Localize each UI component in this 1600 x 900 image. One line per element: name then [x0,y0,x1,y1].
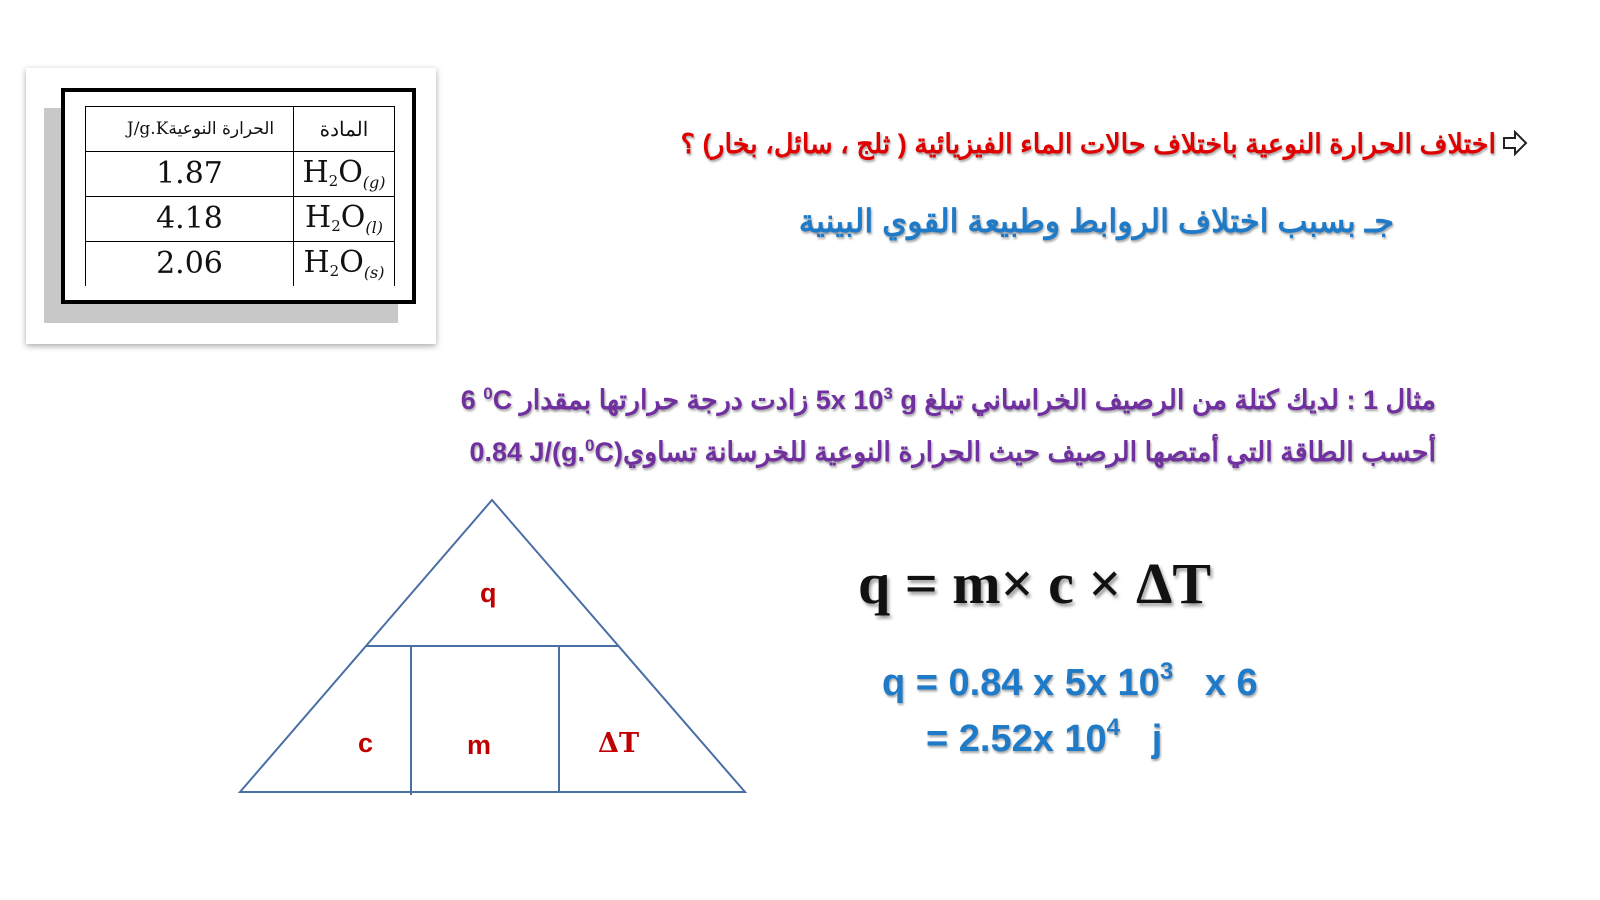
specific-heat-given: 0.84 J/(g.$^0$C) [469,436,623,467]
substance-formula: $H_2O_{(l)}$ [294,197,395,242]
specific-heat-value: 2.06 [86,242,294,287]
header-unit: J/g.K [126,118,169,139]
example-line-2: أحسب الطاقة التي أمتصها الرصيف حيث الحرارة النوعية للخرسانة تساوي0.84 J/(g.$^0$C) [469,436,1436,467]
answer-text: جـ بسبب اختلاف الروابط وطبيعة القوي البينية [798,203,1394,239]
question-text: اختلاف الحرارة النوعية باختلاف حالات الماء الفيزيائية ( ثلج ، سائل، بخار) ؟ [681,128,1530,160]
temperature-change-value: 6 $^0$C [460,384,513,415]
header-specific-heat: الحرارة النوعيةJ/g.K [86,107,294,152]
header-substance: المادة [294,107,395,152]
substance-formula: $H_2O_{(s)}$ [294,242,395,287]
triangle-label-m: m [467,730,492,760]
substance-formula: $H_2O_{(g)}$ [294,152,395,197]
heat-formula: q = m× c × ΔT [858,551,1212,616]
mass-value: 5x $10^3$ g [815,384,917,415]
example-line-1: مثال 1 : لديك كتلة من الرصيف الخراساني تبلغ 5x $10^3$ g زادت درجة حرارتها بمقدار 6 $^0$C [460,384,1436,415]
calculation-line-2: = 2.52x $10^4$ j [926,714,1163,760]
triangle-label-q: q [480,578,497,608]
triangle-label-c: c [358,728,374,758]
specific-heat-value: 4.18 [86,197,294,242]
specific-heat-value: 1.87 [86,152,294,197]
triangle-label-delta-t: ΔT [598,728,640,759]
calculation-line-1: q = 0.84 x 5x $10^3$ x 6 [882,658,1258,704]
